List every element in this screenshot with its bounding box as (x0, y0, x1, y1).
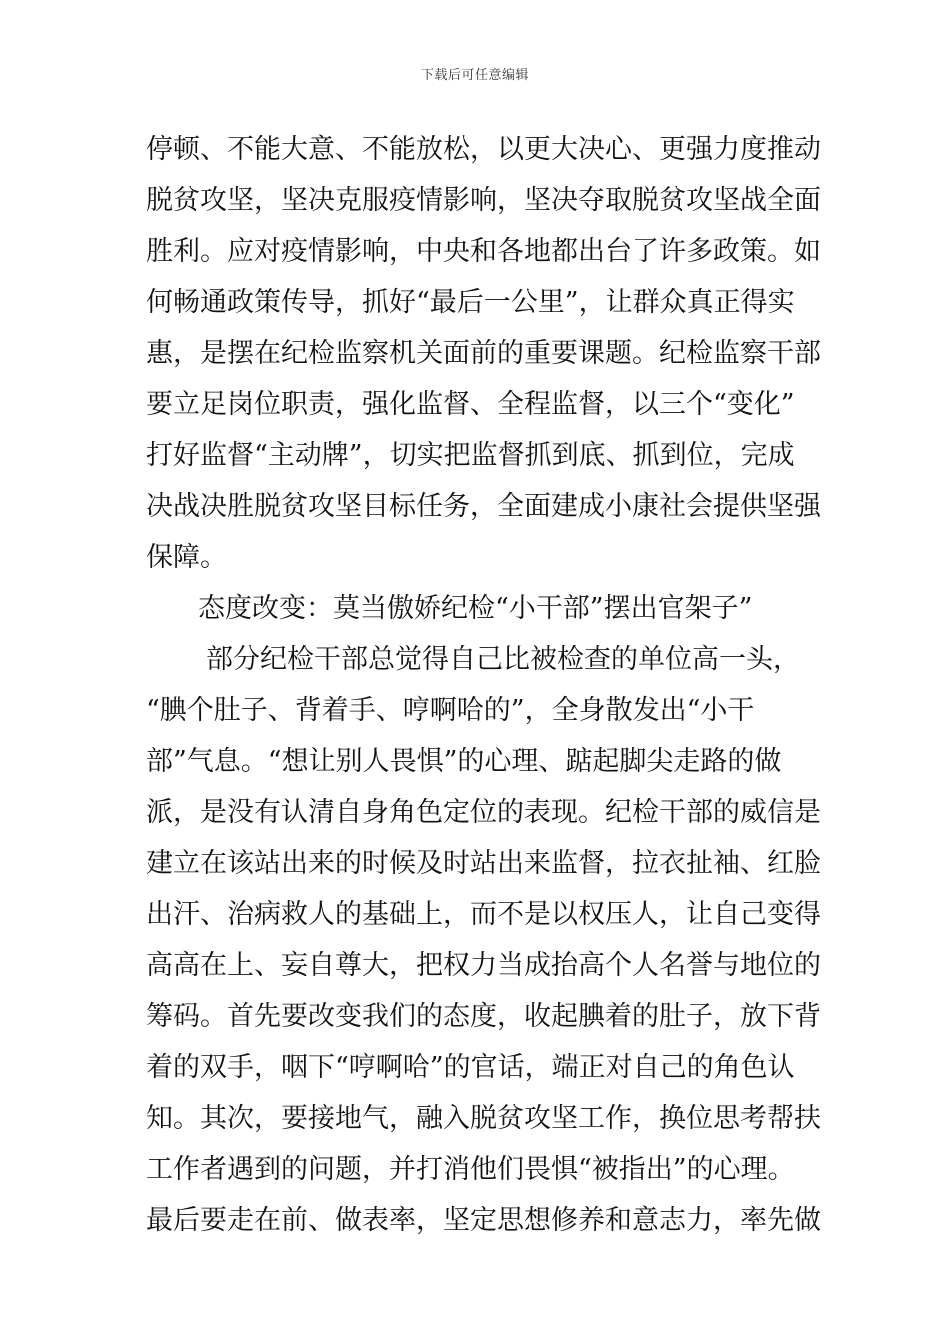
text-line: 知。其次，要接地气，融入脱贫攻坚工作，换位思考帮扶 (146, 1103, 821, 1134)
text-line: 建立在该站出来的时候及时站出来监督，拉衣扯袖、红脸 (146, 848, 821, 879)
text-line: 停顿、不能大意、不能放松，以更大决心、更强力度推动 (146, 134, 821, 165)
text-line: 最后要走在前、做表率，坚定思想修养和意志力，率先做 (146, 1205, 821, 1236)
text-line: 决战决胜脱贫攻坚目标任务，全面建成小康社会提供坚强 (146, 491, 821, 522)
section-heading: 态度改变：莫当傲娇纪检“小干部”摆出官架子” (198, 593, 753, 624)
text-line: 筹码。首先要改变我们的态度，收起腆着的肚子，放下背 (146, 1001, 821, 1032)
page-header: 下载后可任意编辑 (420, 68, 529, 83)
text-line: 胜利。应对疫情影响，中央和各地都出台了许多政策。如 (146, 236, 821, 267)
text-line: 惠，是摆在纪检监察机关面前的重要课题。纪检监察干部 (146, 338, 821, 369)
text-line: 保障。 (146, 542, 227, 573)
text-line: 部”气息。“想让别人畏惧”的心理、踮起脚尖走路的做 (146, 746, 782, 777)
text-line: “腆个肚子、背着手、哼啊哈的”，全身散发出“小干 (146, 695, 755, 726)
document-body (146, 124, 821, 1246)
paragraph-first-line: 部分纪检干部总觉得自己比被检查的单位高一头， (206, 644, 800, 675)
text-line: 工作者遇到的问题，并打消他们畏惧“被指出”的心理。 (146, 1154, 795, 1185)
text-line: 高高在上、妄自尊大，把权力当成抬高个人名誉与地位的 (146, 950, 821, 981)
text-line: 打好监督“主动牌”，切实把监督抓到底、抓到位，完成 (146, 440, 795, 471)
text-line: 派，是没有认清自身角色定位的表现。纪检干部的威信是 (146, 797, 821, 828)
text-line: 着的双手，咽下“哼啊哈”的官话，端正对自己的角色认 (146, 1052, 795, 1083)
text-line: 何畅通政策传导，抓好“最后一公里”，让群众真正得实 (146, 287, 795, 318)
text-line: 脱贫攻坚，坚决克服疫情影响，坚决夺取脱贫攻坚战全面 (146, 185, 821, 216)
text-line: 要立足岗位职责，强化监督、全程监督，以三个“变化” (146, 389, 795, 420)
text-line: 出汗、治病救人的基础上，而不是以权压人，让自己变得 (146, 899, 821, 930)
